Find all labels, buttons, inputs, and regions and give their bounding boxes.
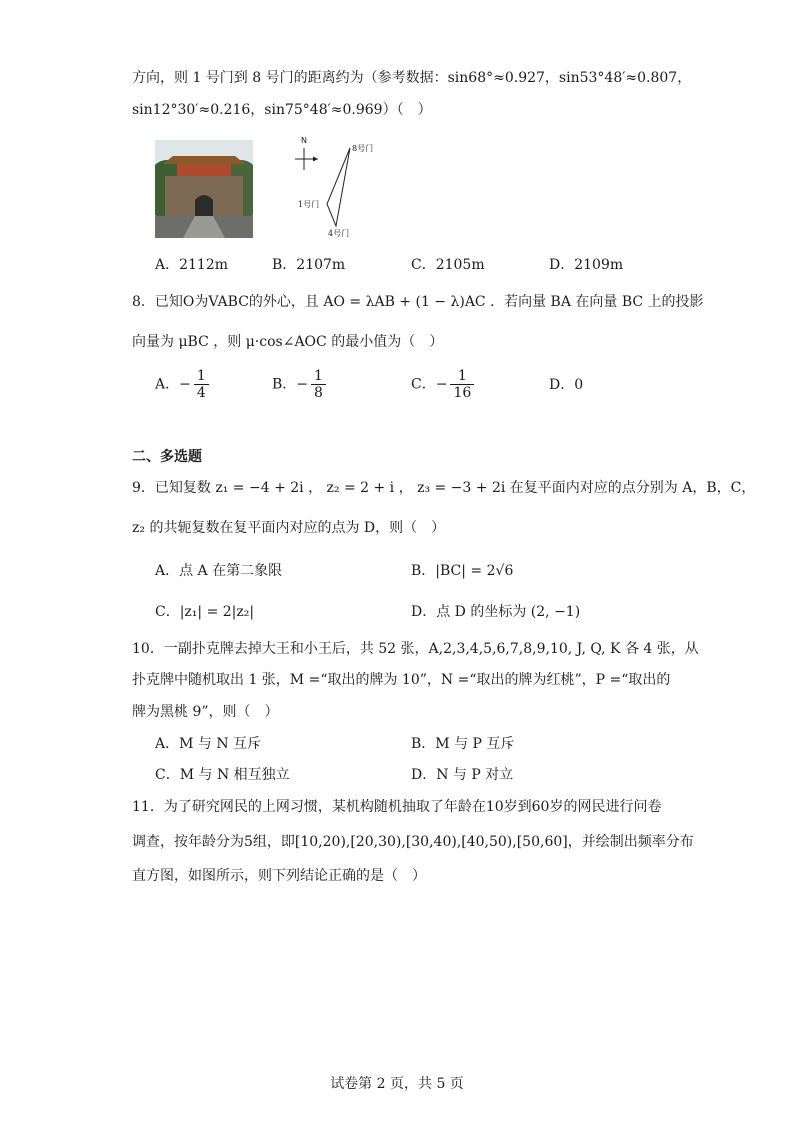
q8-text-line-2: 向量为 μBC ，则 μ·cos∠AOC 的最小值为（ ） (132, 334, 444, 350)
q8-option-b-denominator: 8 (314, 385, 323, 401)
q7-option-c: C．2105m (411, 257, 485, 273)
compass-north-label: N (301, 136, 307, 145)
q8-option-b-fraction (311, 368, 326, 401)
q8-text-line-1: 8．已知O为VABC的外心，且 AO = λAB + (1 − λ)AC ．若向量 BA 在向量 BC 上的投影 (132, 294, 704, 310)
page-footer: 试卷第 2 页，共 5 页 (330, 1076, 464, 1092)
q8-option-d: D．0 (549, 377, 584, 393)
q7-text-line-1: 方向，则 1 号门到 8 号门的距离约为（参考数据：sin68°≈0.927，sin53°48′≈0.807， (132, 70, 692, 86)
gate-diagram (292, 136, 374, 240)
q10-text-line-3: 牌为黑桃 9”，则（ ） (132, 704, 279, 720)
q8-option-a-numerator: 1 (194, 368, 209, 385)
q8-option-a-denominator: 4 (196, 385, 206, 401)
q10-text-line-2: 扑克牌中随机取出 1 张，M =“取出的牌为 10”，N =“取出的牌为红桃”，P =“取出的 (132, 672, 671, 688)
q8-option-c-fraction (450, 368, 474, 401)
q8-option-c-numerator: 1 (450, 368, 474, 385)
section-title: 二、多选题 (132, 449, 202, 465)
q9-text-line-2: z₂ 的共轭复数在复平面内对应的点为 D，则（ ） (132, 520, 446, 536)
q11-text-line-1: 11．为了研究网民的上网习惯，某机构随机抽取了年龄在10岁到60岁的网民进行问卷 (132, 799, 662, 815)
q7-option-a: A．2112m (155, 257, 229, 273)
q8-option-b (272, 368, 326, 401)
q11-text-line-3: 直方图，如图所示，则下列结论正确的是（ ） (132, 868, 426, 884)
q8-option-a (155, 368, 209, 401)
q7-text-line-2: sin12°30′≈0.216，sin75°48′≈0.969）（ ） (132, 102, 432, 118)
q9-option-b: B．|BC| = 2√6 (411, 563, 514, 579)
q8-option-b-prefix: B．− (272, 376, 309, 393)
q11-text-line-2: 调查，按年龄分为5组，即[10,20),[20,30),[30,40),[40,50),[50,60]，并绘制出频率分布 (132, 834, 694, 850)
q10-option-b: B．M 与 P 互斥 (411, 736, 515, 752)
q8-option-c (411, 368, 474, 401)
q10-text-line-1: 10．一副扑克牌去掉大王和小王后，共 52 张，A,2,3,4,5,6,7,8,9,10, J, Q, K 各 4 张，从 (132, 641, 699, 657)
q9-option-a: A．点 A 在第二象限 (155, 563, 283, 579)
gate1-label: 1号门 (298, 200, 320, 209)
q8-option-a-fraction (194, 368, 209, 401)
q10-option-a: A．M 与 N 互斥 (155, 736, 262, 752)
q9-option-d: D．点 D 的坐标为 (2, −1) (411, 604, 581, 620)
q10-option-c: C．M 与 N 相互独立 (155, 767, 290, 783)
q8-option-c-denominator: 16 (453, 385, 472, 401)
q8-option-a-prefix: A．− (155, 376, 191, 393)
q8-option-b-numerator: 1 (311, 368, 326, 385)
q9-text-line-1: 9．已知复数 z₁ = −4 + 2i ， z₂ = 2 + i ， z₃ = −3 + 2i 在复平面内对应的点分别为 A，B，C， (132, 480, 756, 496)
q7-option-d: D．2109m (549, 257, 624, 273)
q10-option-d: D．N 与 P 对立 (411, 767, 514, 783)
gate8-label: 8号门 (352, 144, 374, 153)
gate-photo (155, 140, 253, 238)
q8-option-c-prefix: C．− (411, 376, 448, 393)
q7-option-b: B．2107m (272, 257, 346, 273)
gate4-label: 4号门 (328, 229, 350, 238)
q9-option-c: C．|z₁| = 2|z₂| (155, 604, 255, 620)
